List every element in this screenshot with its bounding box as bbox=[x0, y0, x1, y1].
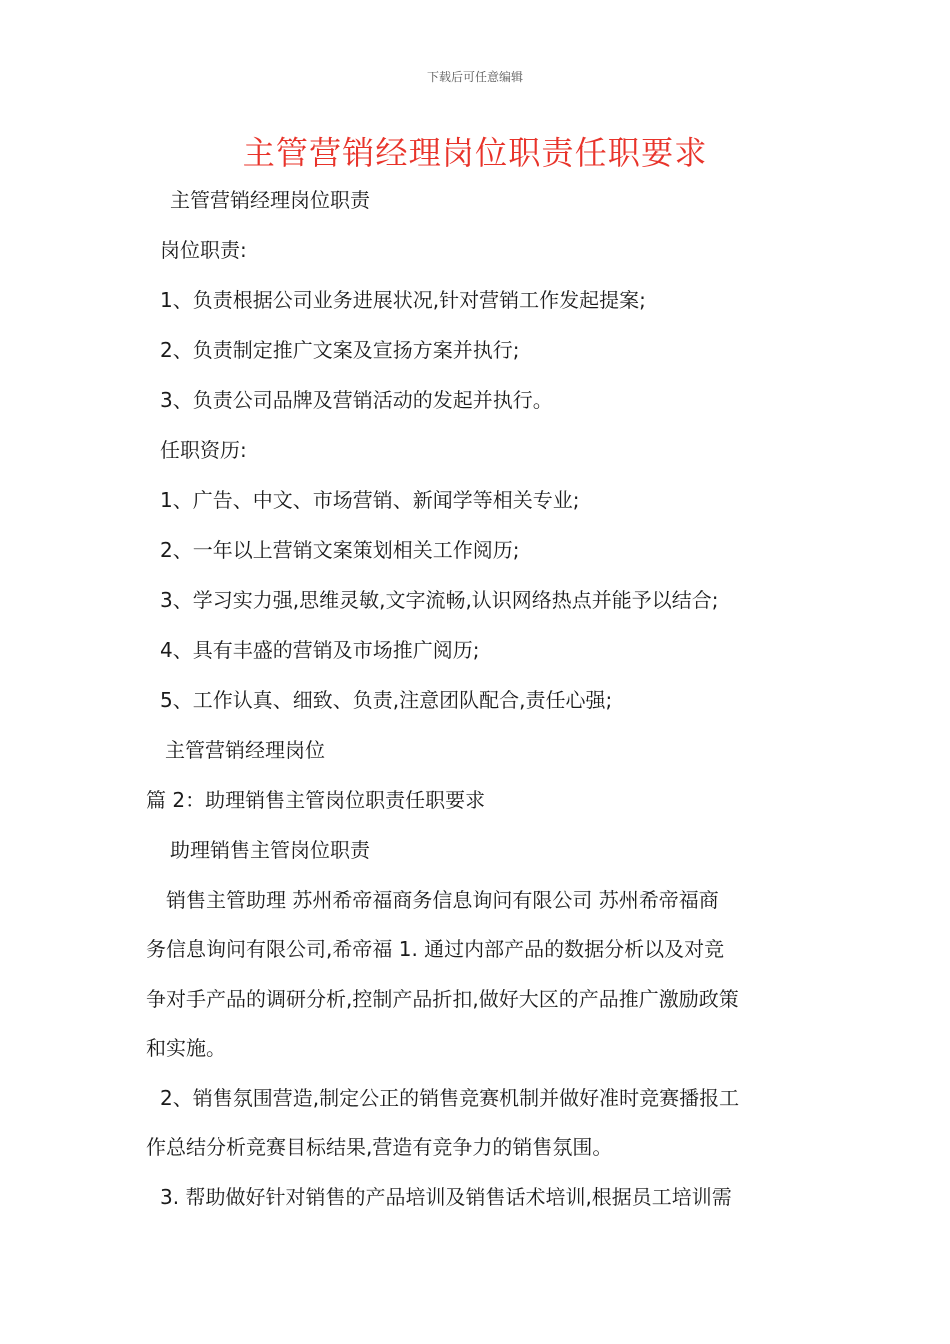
paragraph-line: 1、广告、中文、市场营销、新闻学等相关专业; bbox=[160, 488, 580, 512]
paragraph-line: 1、负责根据公司业务进展状况,针对营销工作发起提案; bbox=[160, 288, 646, 312]
document-title: 主管营销经理岗位职责任职要求 bbox=[242, 134, 708, 172]
page-header-note: 下载后可任意编辑 bbox=[426, 70, 523, 84]
paragraph-line: 岗位职责: bbox=[160, 238, 247, 262]
paragraph-line: 任职资历: bbox=[160, 438, 247, 462]
paragraph-line: 3、学习实力强,思维灵敏,文字流畅,认识网络热点并能予以结合; bbox=[160, 588, 719, 612]
paragraph-line: 争对手产品的调研分析,控制产品折扣,做好大区的产品推广激励政策 bbox=[146, 987, 739, 1011]
paragraph-line: 销售主管助理 苏州希帝福商务信息询问有限公司 苏州希帝福商 bbox=[166, 888, 719, 912]
paragraph-line: 主管营销经理岗位职责 bbox=[170, 188, 370, 212]
paragraph-line: 2、销售氛围营造,制定公正的销售竞赛机制并做好准时竞赛播报工 bbox=[160, 1086, 740, 1110]
paragraph-line: 3、负责公司品牌及营销活动的发起并执行。 bbox=[160, 388, 553, 412]
paragraph-line: 主管营销经理岗位 bbox=[165, 738, 325, 762]
paragraph-line: 篇 2：助理销售主管岗位职责任职要求 bbox=[146, 788, 486, 812]
paragraph-line: 4、具有丰盛的营销及市场推广阅历; bbox=[160, 638, 480, 662]
paragraph-line: 助理销售主管岗位职责 bbox=[170, 838, 370, 862]
paragraph-line: 和实施。 bbox=[146, 1036, 226, 1060]
paragraph-line: 作总结分析竞赛目标结果,营造有竞争力的销售氛围。 bbox=[146, 1135, 613, 1159]
paragraph-line: 务信息询问有限公司,希帝福 1. 通过内部产品的数据分析以及对竞 bbox=[146, 937, 725, 961]
paragraph-line: 2、一年以上营销文案策划相关工作阅历; bbox=[160, 538, 520, 562]
paragraph-line: 2、负责制定推广文案及宣扬方案并执行; bbox=[160, 338, 520, 362]
paragraph-line: 3. 帮助做好针对销售的产品培训及销售话术培训,根据员工培训需 bbox=[160, 1185, 732, 1209]
paragraph-line: 5、工作认真、细致、负责,注意团队配合,责任心强; bbox=[160, 688, 613, 712]
